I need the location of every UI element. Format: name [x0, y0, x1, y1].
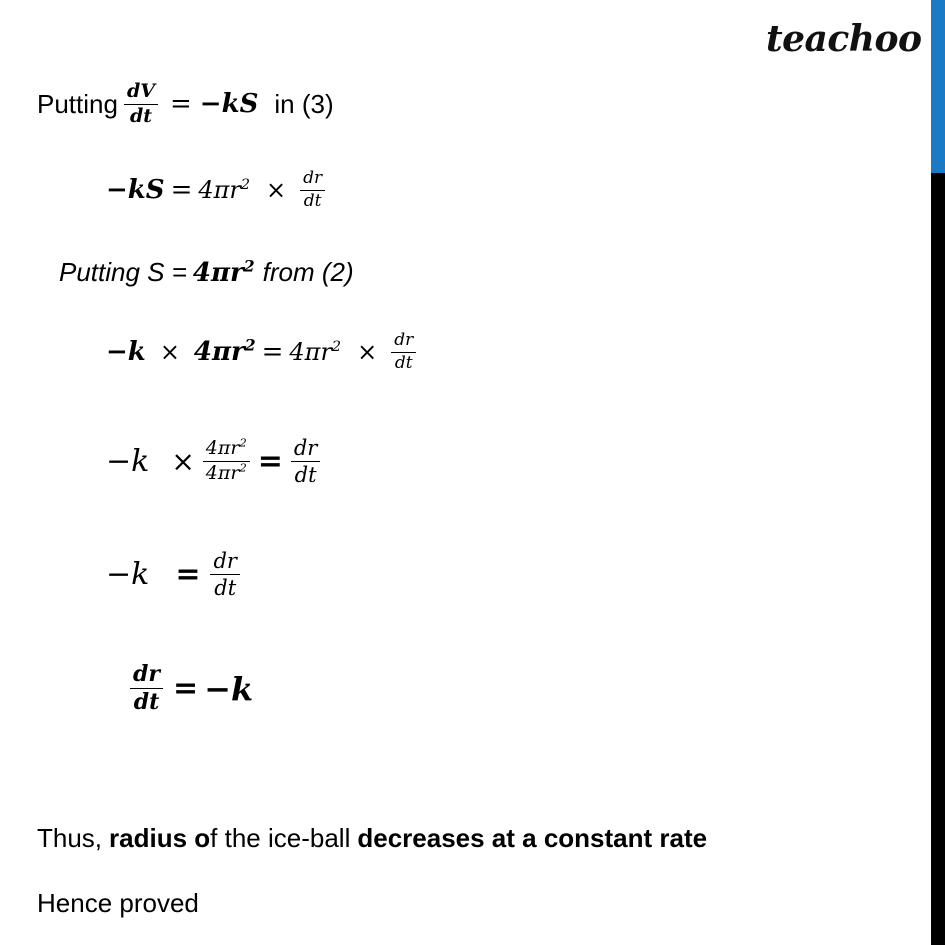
four-pi-r-ratio [203, 435, 250, 485]
minus-k: −k [204, 669, 254, 708]
expr-base: 4πr [205, 437, 240, 460]
from-2-label: from (2) [262, 257, 354, 287]
dr-dt-fraction [391, 332, 416, 373]
expr-base: 4πr [205, 462, 240, 485]
fraction-numerator: dV [124, 82, 158, 105]
fraction-denominator: dt [133, 689, 160, 716]
minus-ks: −kS [199, 89, 259, 120]
fraction-denominator: dt [394, 352, 413, 373]
sidebar-accent [931, 0, 945, 173]
minus-k: −k [106, 557, 150, 593]
dv-dt-fraction [124, 82, 158, 127]
fraction-denominator [203, 462, 250, 484]
in-3-label: in (3) [274, 88, 334, 119]
right-sidebar-bar [931, 0, 945, 945]
four-pi-r [198, 176, 250, 204]
fraction-denominator: dt [294, 463, 317, 488]
expr-base: 4πr [198, 176, 241, 205]
equation-line-5 [106, 437, 324, 486]
equals-sign: = [261, 337, 284, 368]
radius-bold-text: radius o [109, 823, 211, 853]
minus-ks: −kS [106, 175, 165, 206]
teachoo-logo: teachoo [766, 18, 922, 60]
fraction-denominator: dt [303, 190, 322, 211]
putting-label: Putting [37, 88, 118, 119]
times-sign: × [357, 338, 378, 367]
equation-line-4 [106, 332, 420, 373]
times-sign: × [266, 176, 287, 205]
times-sign: × [171, 445, 195, 479]
equals-sign: = [169, 89, 192, 120]
fraction-numerator: dr [291, 437, 320, 462]
equation-line-2 [106, 170, 329, 211]
exponent: 2 [240, 177, 251, 194]
fraction-denominator: dt [214, 576, 237, 601]
conclusion-line [37, 823, 707, 854]
four-pi-r-squared [192, 255, 255, 288]
minus-k: −k [106, 337, 146, 368]
dr-dt-fraction [300, 170, 325, 211]
four-pi-r [289, 338, 341, 366]
exponent: 2 [331, 339, 342, 356]
fraction-denominator: dt [129, 104, 152, 127]
putting-s-line [59, 257, 354, 288]
putting-s-label: Putting S = [59, 257, 187, 287]
expr-base: 4πr [289, 338, 332, 367]
exponent: 2 [239, 460, 247, 475]
fraction-numerator: dr [130, 663, 163, 689]
expr-base: 4πr [192, 257, 244, 288]
equals-sign: = [257, 444, 283, 480]
times-sign: × [159, 338, 180, 367]
exponent: 2 [243, 255, 255, 275]
dr-dt-fraction [210, 550, 239, 599]
decreases-bold-text: decreases at a constant rate [357, 823, 708, 853]
ice-ball-text: f the ice-ball [210, 823, 351, 853]
fraction-numerator: dr [300, 170, 325, 191]
expr-base: 4πr [193, 337, 245, 368]
equation-line-6 [106, 550, 244, 599]
equals-sign: = [172, 671, 199, 707]
dr-dt-fraction [291, 437, 320, 486]
thus-label: Thus, [37, 823, 103, 853]
fraction-numerator: dr [210, 550, 239, 575]
exponent: 2 [244, 335, 256, 355]
four-pi-r-squared [194, 337, 256, 367]
exponent: 2 [239, 435, 247, 450]
equals-sign: = [170, 175, 193, 206]
result-equation [126, 663, 253, 714]
equals-sign: = [175, 557, 201, 593]
dr-dt-fraction [130, 663, 163, 714]
putting-dv-dt-line [37, 82, 334, 127]
hence-proved: Hence proved [37, 888, 199, 918]
fraction-numerator [203, 435, 250, 462]
minus-k: −k [106, 444, 150, 480]
fraction-numerator: dr [391, 332, 416, 353]
